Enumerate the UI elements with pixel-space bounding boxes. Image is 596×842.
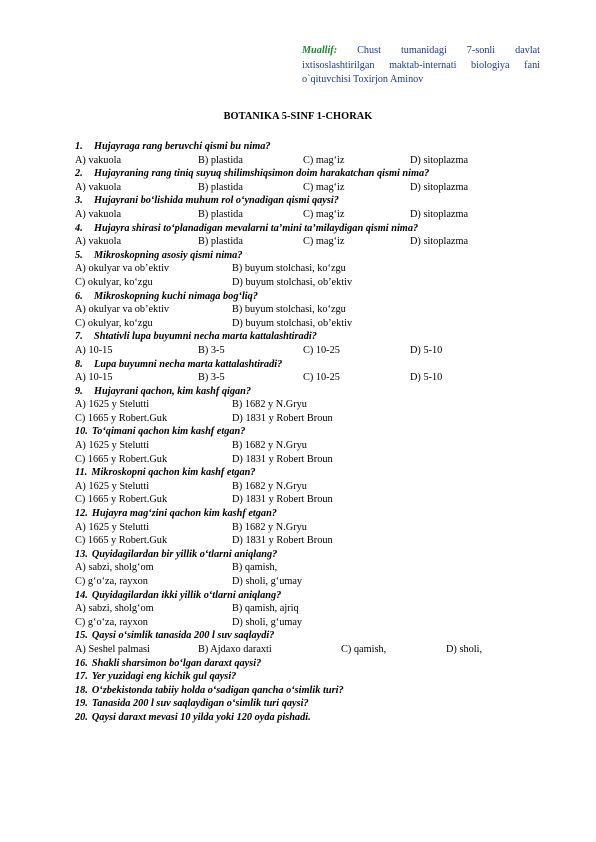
question xyxy=(75,629,535,643)
question-text: Qaysi daraxt mevasi 10 yilda yoki 120 oyda pishadi. xyxy=(91,711,311,723)
answer-row xyxy=(75,181,535,195)
answer-option: C) qamish, xyxy=(341,643,387,655)
answer-row xyxy=(75,412,535,426)
question-number: 7. xyxy=(75,331,83,343)
question-text: Hujayraga rang beruvchi qismi bu nima? xyxy=(94,141,271,152)
question xyxy=(75,466,535,480)
question xyxy=(75,194,535,208)
answer-option: C) 1665 y Robert.Guk xyxy=(75,535,168,547)
answer-option: C) 1665 y Robert.Guk xyxy=(75,453,168,465)
answer-option: D) 1831 y Robert Broun xyxy=(232,535,333,547)
answer-option: D) sitoplazma xyxy=(410,181,469,193)
question xyxy=(75,548,535,562)
answer-row xyxy=(75,439,535,453)
answer-option: C) 1665 y Robert.Guk xyxy=(75,412,168,424)
question-number: 20. xyxy=(75,711,88,723)
answer-option: B) buyum stolchasi, ko‘zgu xyxy=(232,304,346,316)
question-text: To‘qimani qachon kim kashf etgan? xyxy=(91,426,246,438)
question-text: Mikroskopning asosiy qismi nima? xyxy=(94,249,243,261)
answer-option: C) g‘o‘za, rayxon xyxy=(75,616,148,628)
answer-option: A) okulyar va ob’ektiv xyxy=(75,304,170,316)
question-text: Hujayrani qachon, kim kashf qigan? xyxy=(94,385,252,397)
question-text: Hujayraning rang tiniq suyuq shilimshiqsimon doim harakatchan qismi nima? xyxy=(94,168,430,180)
question-number: 16. xyxy=(75,657,88,669)
answer-row xyxy=(75,575,535,589)
answer-option: D) 1831 y Robert Broun xyxy=(232,412,333,424)
answer-option: D) sholi, xyxy=(446,643,483,655)
answer-option: D) 1831 y Robert Broun xyxy=(232,494,333,506)
question-number: 4. xyxy=(75,222,83,234)
answer-row xyxy=(75,208,535,222)
answer-row xyxy=(75,235,535,249)
answer-option: D) 1831 y Robert Broun xyxy=(232,453,333,465)
answer-option: D) 5-10 xyxy=(410,344,443,356)
question-text: Lupa buyumni necha marta kattalashtiradi? xyxy=(94,358,283,370)
answer-option: D) buyum stolchasi, ob’ektiv xyxy=(232,276,353,288)
answer-row xyxy=(75,371,535,385)
answer-option: D) sitoplazma xyxy=(410,236,469,248)
answer-row xyxy=(75,616,535,630)
question xyxy=(75,222,535,236)
question xyxy=(75,657,535,671)
answer-row xyxy=(75,561,535,575)
question-text: Yer yuzidagi eng kichik gul qaysi? xyxy=(91,671,237,683)
answer-option: A) sabzi, sholg‘om xyxy=(75,603,154,615)
question-number: 5. xyxy=(75,249,83,261)
question-number: 14. xyxy=(75,589,88,601)
question xyxy=(75,167,535,181)
question-number: 1. xyxy=(75,141,83,152)
answer-option: D) buyum stolchasi, ob’ektiv xyxy=(232,317,353,329)
question xyxy=(75,385,535,399)
question-text: Tanasida 200 l suv saqlaydigan o‘simlik turi qaysi? xyxy=(91,698,309,710)
answer-option: D) sholi, g‘umay xyxy=(232,616,303,628)
answer-row xyxy=(75,154,535,168)
answer-option: B) 3-5 xyxy=(198,344,225,356)
question-list xyxy=(75,140,535,725)
answer-option: B) 1682 y N.Gryu xyxy=(232,440,307,452)
answer-option: B) 1682 y N.Gryu xyxy=(232,399,307,411)
answer-row xyxy=(75,317,535,331)
answer-row xyxy=(75,303,535,317)
question-number: 12. xyxy=(75,508,88,520)
question-text: Hujayra shirasi to‘planadigan mevalarni ta’mini ta’milaydigan qismi nima? xyxy=(94,222,419,234)
answer-row xyxy=(75,534,535,548)
answer-option: D) sitoplazma xyxy=(410,154,469,166)
answer-option: B) plastida xyxy=(198,236,243,248)
question-number: 17. xyxy=(75,671,88,683)
answer-option: C) 10-25 xyxy=(303,344,340,356)
answer-option: C) mag‘iz xyxy=(303,208,345,220)
question-number: 15. xyxy=(75,630,88,642)
answer-option: C) okulyar, ko‘zgu xyxy=(75,317,153,329)
question-number: 11. xyxy=(75,467,88,479)
question-number: 10. xyxy=(75,426,88,438)
question xyxy=(75,249,535,263)
answer-option: B) plastida xyxy=(198,181,243,193)
question-number: 6. xyxy=(75,290,83,302)
answer-option: B) 1682 y N.Gryu xyxy=(232,480,307,492)
question xyxy=(75,358,535,372)
answer-option: A) 1625 y Stelutti xyxy=(75,440,150,452)
answer-row xyxy=(75,480,535,494)
question-text: Hujayrani bo‘lishida muhum rol o‘ynadigan qismi qaysi? xyxy=(94,195,339,207)
answer-option: C) mag‘iz xyxy=(303,181,345,193)
answer-option: B) qamish, ajriq xyxy=(232,603,299,615)
answer-option: A) vakuola xyxy=(75,181,122,193)
answer-row xyxy=(75,643,535,657)
question xyxy=(75,684,535,698)
answer-option: A) okulyar va ob’ektiv xyxy=(75,263,170,275)
answer-option: C) 1665 y Robert.Guk xyxy=(75,494,168,506)
question-number: 18. xyxy=(75,684,88,696)
answer-option: B) plastida xyxy=(198,154,243,166)
answer-option: A) 1625 y Stelutti xyxy=(75,521,150,533)
answer-option: A) Seshel palmasi xyxy=(75,643,150,655)
answer-option: A) 1625 y Stelutti xyxy=(75,480,150,492)
question xyxy=(75,711,535,725)
question xyxy=(75,670,535,684)
question-text: Quyidagilardan bir yillik o‘tlarni aniqlang? xyxy=(91,548,278,560)
question xyxy=(75,589,535,603)
answer-option: A) 10-15 xyxy=(75,344,113,356)
page-title: BOTANIKA 5-SINF 1-CHORAK xyxy=(223,111,373,122)
question-number: 9. xyxy=(75,385,83,397)
question-number: 13. xyxy=(75,548,88,560)
question xyxy=(75,507,535,521)
author-label: Muallif: xyxy=(302,45,338,56)
question-text: Mikroskopning kuchi nimaga bog‘liq? xyxy=(94,290,258,302)
question-text: Hujayra mag‘zini qachon kim kashf etgan? xyxy=(91,508,277,520)
question-text: Quyidagilardan ikki yillik o‘tlarni aniqlang? xyxy=(91,589,282,601)
answer-option: C) mag‘iz xyxy=(303,154,345,166)
answer-option: D) sitoplazma xyxy=(410,208,469,220)
question-text: O‘zbekistonda tabiiy holda o‘sadigan qancha o‘simlik turi? xyxy=(91,684,344,696)
answer-option: A) vakuola xyxy=(75,208,122,220)
answer-option: C) 10-25 xyxy=(303,372,340,384)
answer-option: C) g‘o‘za, rayxon xyxy=(75,576,148,587)
answer-option: A) sabzi, sholg‘om xyxy=(75,562,154,574)
author-block xyxy=(302,44,540,88)
answer-option: A) 1625 y Stelutti xyxy=(75,399,150,411)
question-text: Mikroskopni qachon kim kashf etgan? xyxy=(91,467,256,479)
question-number: 3. xyxy=(75,195,83,207)
answer-option: A) 10-15 xyxy=(75,372,113,384)
answer-option: B) buyum stolchasi, ko‘zgu xyxy=(232,263,346,275)
answer-option: A) vakuola xyxy=(75,236,122,248)
answer-option: A) vakuola xyxy=(75,154,122,166)
answer-row xyxy=(75,276,535,290)
question-text: Shakli sharsimon bo‘lgan daraxt qaysi? xyxy=(91,657,262,669)
question-number: 19. xyxy=(75,698,88,710)
question-text: Qaysi o‘simlik tanasida 200 l suv saqlaydi? xyxy=(91,630,275,642)
question xyxy=(75,697,535,711)
answer-option: D) sholi, g‘umay xyxy=(232,576,303,587)
answer-row xyxy=(75,493,535,507)
question xyxy=(75,425,535,439)
answer-row xyxy=(75,521,535,535)
answer-option: B) qamish, xyxy=(232,562,278,574)
question-number: 2. xyxy=(75,168,83,180)
answer-option: B) 3-5 xyxy=(198,372,225,384)
question-text: Shtativli lupa buyumni necha marta kattalashtiradi? xyxy=(94,331,317,343)
answer-row xyxy=(75,262,535,276)
answer-option: C) okulyar, ko‘zgu xyxy=(75,276,153,288)
answer-option: C) mag‘iz xyxy=(303,236,345,248)
question xyxy=(75,140,535,154)
question xyxy=(75,330,535,344)
answer-option: B) 1682 y N.Gryu xyxy=(232,521,307,533)
answer-row xyxy=(75,344,535,358)
question xyxy=(75,290,535,304)
answer-row xyxy=(75,453,535,467)
answer-option: B) Ajdaxo daraxti xyxy=(198,643,272,655)
answer-option: B) plastida xyxy=(198,208,243,220)
author-text: Chust tumanidagi 7-sonli davlat ixtisoslashtirilgan maktab-internati biologiya fani o`qituvchisi Toxirjon Aminov xyxy=(302,45,541,85)
answer-row xyxy=(75,602,535,616)
answer-row xyxy=(75,398,535,412)
question-number: 8. xyxy=(75,358,83,370)
answer-option: D) 5-10 xyxy=(410,372,443,384)
